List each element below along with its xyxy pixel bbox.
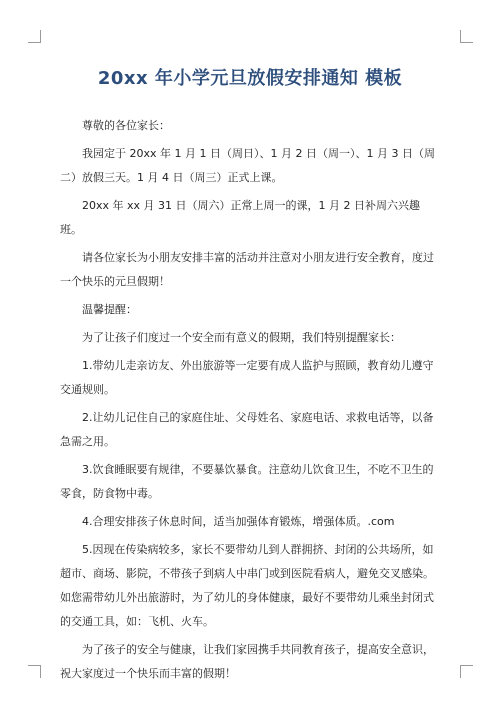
reminder-item-1: 1.带幼儿走亲访友、外出旅游等一定要有成人监护与照顾，教育幼儿遵守交通规则。 bbox=[60, 359, 434, 396]
reminder-intro: 为了让孩子们度过一个安全而有意义的假期，我们特别提醒家长： bbox=[82, 331, 401, 344]
reminder-item-4: 4.合理安排孩子休息时间，适当加强体育锻炼，增强体质。.com bbox=[82, 515, 395, 528]
closing-paragraph: 为了孩子的安全与健康，让我们家园携手共同教育孩子，提高安全意识，祝大家度过一个快乐而丰富的假期！ bbox=[60, 643, 434, 680]
page-corner-mark-bottom-left bbox=[28, 665, 41, 678]
paragraph-safety-request: 请各位家长为小朋友安排丰富的活动并注意对小朋友进行安全教育，度过一个快乐的元旦假期！ bbox=[60, 251, 434, 288]
paragraph-makeup-class: 20xx 年 xx 月 31 日（周六）正常上周一的课，1 月 2 日补周六兴趣班。 bbox=[60, 199, 421, 236]
reminder-heading: 温馨提醒： bbox=[82, 303, 137, 316]
greeting: 尊敬的各位家长： bbox=[82, 119, 170, 132]
page-corner-mark-top-right bbox=[460, 30, 473, 43]
reminder-item-2: 2.让幼儿记住自己的家庭住址、父母姓名、家庭电话、求救电话等，以备急需之用。 bbox=[60, 411, 434, 448]
document-body bbox=[60, 114, 440, 690]
reminder-item-5: 5.因现在传染病较多，家长不要带幼儿到人群拥挤、封闭的公共场所，如超市、商场、影院，不带孩子到病人中串门或到医院看病人，避免交叉感染。如您需带幼儿外出旅游时，为了幼儿的身体健康，最好不要带幼儿乘坐封闭式的交通工具，如：飞机、火车。 bbox=[60, 543, 434, 628]
reminder-item-3: 3.饮食睡眠要有规律，不要暴饮暴食。注意幼儿饮食卫生，不吃不卫生的零食，防食物中毒。 bbox=[60, 463, 434, 500]
page-corner-mark-bottom-right bbox=[460, 665, 473, 678]
paragraph-holiday-dates: 我园定于 20xx 年 1 月 1 日（周日）、1 月 2 日（周一）、1 月 3 日（周二）放假三天。1 月 4 日（周三）正式上课。 bbox=[60, 147, 435, 184]
document-title: 20xx 年小学元旦放假安排通知 模板 bbox=[97, 68, 403, 89]
page-corner-mark-top-left bbox=[28, 30, 41, 43]
